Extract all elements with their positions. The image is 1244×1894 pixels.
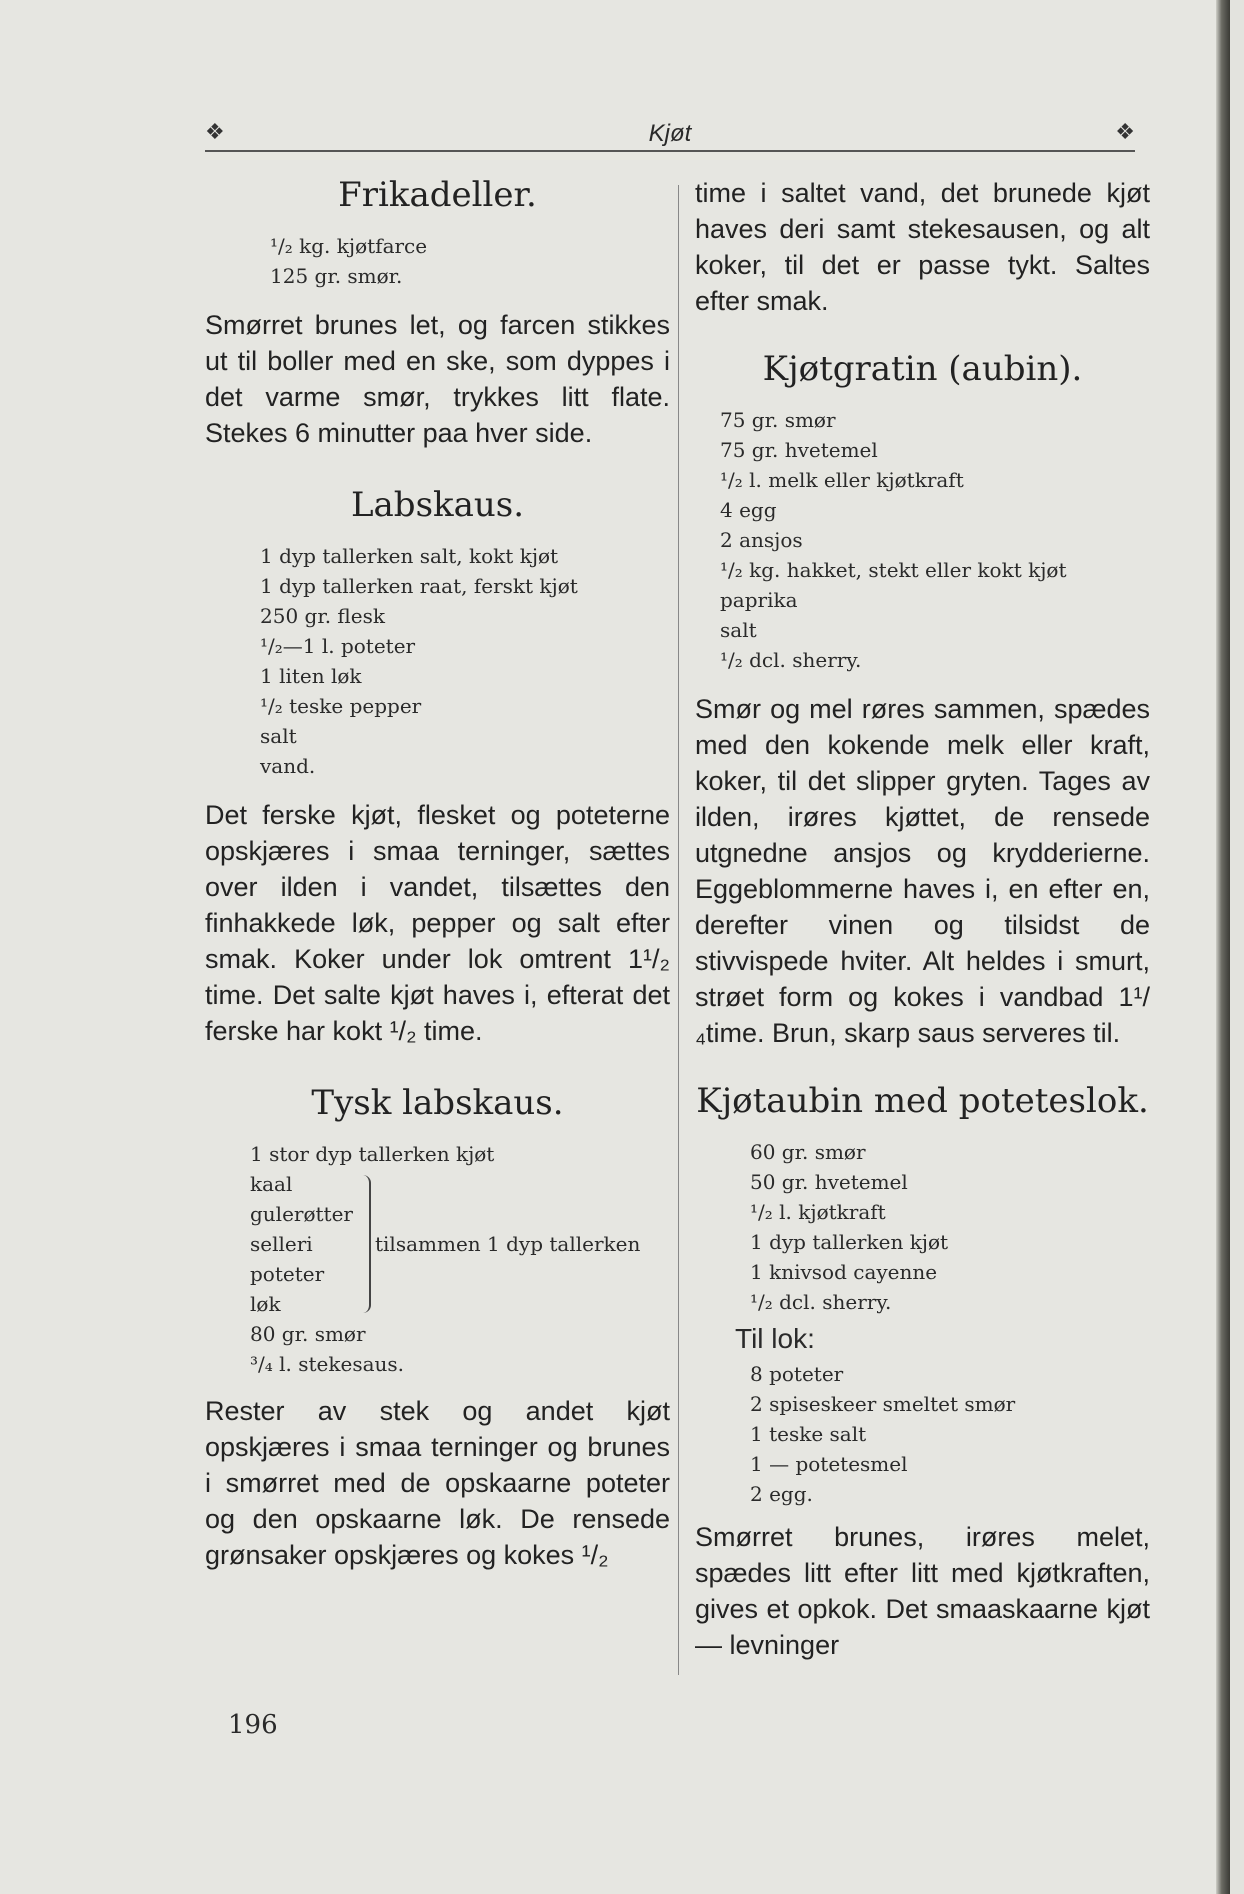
column-divider (678, 185, 679, 1675)
ingredient: 60 gr. smør (750, 1140, 866, 1164)
ornament-left-icon: ❖ (205, 120, 225, 145)
ingredient: ¹/₂ kg. kjøtfarce (270, 234, 428, 258)
ingredient: selleri (250, 1232, 313, 1256)
ingredient: ¹/₂ l. melk eller kjøtkraft (720, 468, 964, 492)
ingredient: 1 liten løk (260, 664, 362, 688)
ingredient-group (250, 1169, 670, 1319)
ingredient: 80 gr. smør (250, 1322, 366, 1346)
recipe-title-frikadeller: Frikadeller. (338, 175, 537, 215)
ingredient: 2 spiseskeer smeltet smør (750, 1392, 1016, 1416)
recipe-title-kjotgratin: Kjøtgratin (aubin). (762, 349, 1083, 389)
ingredients-kjotaubin (695, 1137, 1150, 1317)
ingredient: 75 gr. smør (720, 408, 836, 432)
page-number: 196 (228, 1710, 278, 1740)
ingredient: gulerøtter (250, 1202, 353, 1226)
ingredient: 1 teske salt (750, 1422, 867, 1446)
ingredient: salt (260, 724, 297, 748)
recipe-text-continued: time i saltet vand, det brunede kjøt haves deri samt stekesausen, og alt koker, til det er passe tykt. Saltes efter smak. (695, 178, 1150, 316)
ingredient: 250 gr. flesk (260, 604, 385, 628)
recipe-title-labskaus: Labskaus. (350, 485, 525, 525)
brace (357, 1175, 371, 1313)
ingredient: ³/₄ l. stekesaus. (250, 1352, 405, 1376)
recipe-text-labskaus: Det ferske kjøt, flesket og poteterne opskjæres i smaa terninger, sættes over ilden i vandet, tilsættes den finhakkede løk, pepper og salt efter smak. Koker under lok omtrent 1¹/₂ time. Det salte kjøt haves i, efterat det ferske har kokt ¹/₂ time. (205, 800, 670, 1046)
ingredient: 50 gr. hvetemel (750, 1170, 908, 1194)
ingredient: 2 egg. (750, 1482, 813, 1506)
ingredients-kjotgratin (695, 405, 1150, 675)
ingredient: 1 dyp tallerken salt, kokt kjøt (260, 544, 559, 568)
ingredient: ¹/₂ l. kjøtkraft (750, 1200, 886, 1224)
ingredient: ¹/₂ teske pepper (260, 694, 422, 718)
recipe-text-kjotgratin: Smør og mel røres sammen, spædes med den kokende melk eller kraft, koker, til det slipper gryten. Tages av ilden, irøres kjøttet, de rensede utgnedne ansjos og krydderierne. Eggeblommerne haves i, en efter en, derefter vinen og tilsidst de stivvispede hviter. Alt heldes i smurt, strøet form og kokes i vandbad 1¹/₄time. Brun, skarp saus serveres til. (695, 694, 1150, 1048)
right-column (695, 175, 1150, 1663)
recipe-text-kjotaubin: Smørret brunes, irøres melet, spædes litt efter litt med kjøtkraften, gives et opkok. Det smaaskaarne kjøt — levninger (695, 1522, 1150, 1660)
ingredients-tysk-labskaus (205, 1139, 670, 1379)
ingredient: 1 knivsod cayenne (750, 1260, 938, 1284)
recipe-title-tysk-labskaus: Tysk labskaus. (311, 1083, 564, 1123)
ingredient: ¹/₂ kg. hakket, stekt eller kokt kjøt (720, 558, 1067, 582)
ingredient: vand. (260, 754, 316, 778)
recipe-title-kjotaubin: Kjøtaubin med poteteslok. (696, 1081, 1149, 1121)
recipe-text-tysk-labskaus: Rester av stek og andet kjøt opskjæres i smaa terninger og brunes i smørret med de opskaarne poteter og den opskaarne løk. De rensede grønsaker opskjæres og kokes ¹/₂ (205, 1396, 670, 1570)
ingredient: 1 dyp tallerken raat, ferskt kjøt (260, 574, 578, 598)
header-title: Kjøt (648, 120, 692, 147)
ingredient: 2 ansjos (720, 528, 803, 552)
ingredient: ¹/₂ dcl. sherry. (750, 1290, 892, 1314)
running-header (205, 120, 1135, 152)
ingredient: ¹/₂ dcl. sherry. (720, 648, 862, 672)
ornament-right-icon: ❖ (1115, 120, 1135, 145)
ingredient: salt (720, 618, 757, 642)
ingredients-til-lok (695, 1359, 1150, 1509)
ingredient: løk (250, 1292, 281, 1316)
ingredient: kaal (250, 1172, 293, 1196)
subheading-til-lok: Til lok: (735, 1323, 815, 1354)
ingredients-frikadeller (205, 231, 670, 291)
ingredient-group-items (250, 1169, 353, 1319)
group-quantity: tilsammen 1 dyp tallerken (375, 1232, 641, 1256)
left-column (205, 175, 670, 1573)
ingredient: 1 — potetesmel (750, 1452, 908, 1476)
ingredient: 8 poteter (750, 1362, 844, 1386)
ingredient: paprika (720, 588, 798, 612)
ingredient: 75 gr. hvetemel (720, 438, 878, 462)
ingredient: ¹/₂—1 l. poteter (260, 634, 416, 658)
recipe-text-frikadeller: Smørret brunes let, og farcen stikkes ut til boller med en ske, som dyppes i det varme smør, trykkes litt flate. Stekes 6 minutter paa hver side. (205, 310, 670, 448)
page-edge (1216, 0, 1230, 1894)
ingredient: 1 dyp tallerken kjøt (750, 1230, 949, 1254)
ingredient: 1 stor dyp tallerken kjøt (250, 1142, 495, 1166)
ingredients-labskaus (205, 541, 670, 781)
ingredient: 4 egg (720, 498, 777, 522)
ingredient: 125 gr. smør. (270, 264, 403, 288)
ingredient: poteter (250, 1262, 325, 1286)
